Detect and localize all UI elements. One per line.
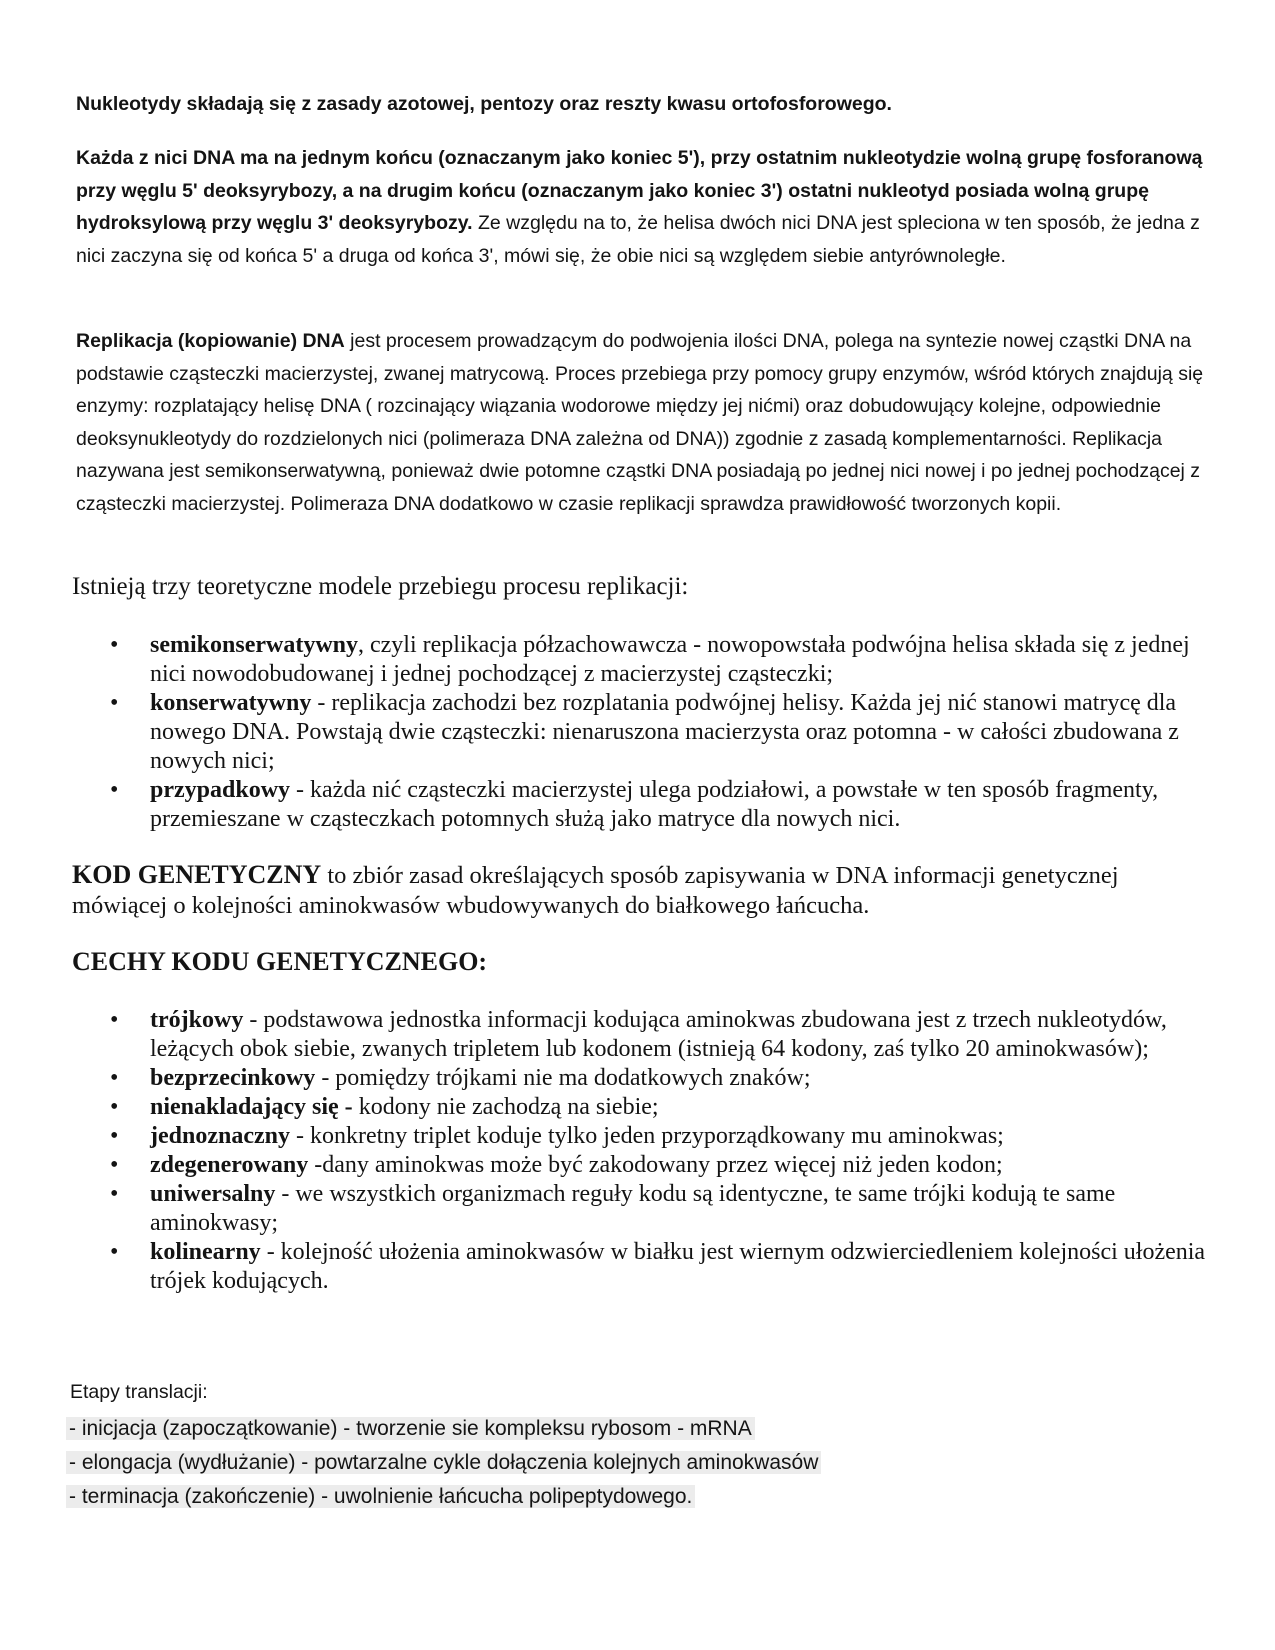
intro-line-text: Nukleotydy składają się z zasady azotowej, pentozy oraz reszty kwasu ortofosforowego. xyxy=(76,93,892,115)
dna-paragraph-text: Ze względu na to, że helisa dwóch nici DNA jest spleciona w ten sposób, że jedna z nici zaczyna się od końca 5' a druga od końca 3', mówi się, że obie nici są względem siebie antyrównoległe. xyxy=(76,212,1200,267)
model-text: - replikacja zachodzi bez rozplatania podwójnej helisy. Każda jej nić stanowi matrycę dla nowego DNA. Powstają dwie cząsteczki: nienaruszona macierzysta oraz potomna - w całości zbudowana z nowych nici; xyxy=(150,690,1179,774)
bullet-icon: • xyxy=(110,1123,119,1149)
bullet-icon: • xyxy=(110,632,119,658)
bullet-icon: • xyxy=(110,1094,119,1120)
feature-text: - we wszystkich organizmach reguły kodu są identyczne, te same trójki kodują te same aminokwasy; xyxy=(150,1181,1116,1236)
list-item xyxy=(72,1006,1212,1064)
feature-term: jednoznaczny xyxy=(150,1123,290,1149)
list-item xyxy=(72,689,1212,776)
feature-text: - podstawowa jednostka informacji kodująca aminokwas zbudowana jest z trzech nukleotydów, leżących obok siebie, zwanych tripletem lub kodonem (istnieją 64 kodony, zaś tylko 20 aminokwasów); xyxy=(150,1007,1167,1062)
list-item xyxy=(72,776,1212,834)
translation-step: - terminacja (zakończenie) - uwolnienie łańcucha polipeptydowego. xyxy=(66,1485,695,1508)
list-item xyxy=(72,631,1212,689)
list-item xyxy=(72,1180,1212,1238)
model-text: , czyli replikacja półzachowawcza - nowopowstała podwójna helisa składa się z jednej nici nowodobudowanej i jednej pochodzącej z macierzystej cząsteczki; xyxy=(150,632,1190,687)
list-item xyxy=(72,1151,1212,1180)
features-list xyxy=(72,1006,1212,1296)
list-item xyxy=(72,1122,1212,1151)
feature-text: - kolejność ułożenia aminokwasów w białku jest wiernym odzwierciedleniem kolejności ułożenia trójek kodujących. xyxy=(150,1239,1206,1294)
translation-title: Etapy translacji: xyxy=(70,1381,208,1403)
models-intro: Istnieją trzy teoretyczne modele przebiegu procesu replikacji: xyxy=(72,573,689,600)
translation-step: - elongacja (wydłużanie) - powtarzalne cykle dołączenia kolejnych aminokwasów xyxy=(66,1451,821,1474)
features-heading: CECHY KODU GENETYCZNEGO: xyxy=(72,947,488,976)
translation-steps xyxy=(66,1412,821,1514)
feature-term: kolinearny xyxy=(150,1239,261,1265)
dna-paragraph xyxy=(76,142,1206,272)
genetic-code-term: KOD GENETYCZNY xyxy=(72,860,322,889)
models-list xyxy=(72,631,1212,834)
feature-term: uniwersalny xyxy=(150,1181,276,1207)
list-item xyxy=(66,1412,821,1446)
replication-paragraph-text: jest procesem prowadzącym do podwojenia ilości DNA, polega na syntezie nowej cząstki DNA na podstawie cząsteczki macierzystej, zwanej matrycową. Proces przebiega przy pomocy grupy enzymów, wśród których znajdują się enzymy: rozplatający helisę DNA ( rozcinający wiązania wodorowe między jej nićmi) oraz dobudowujący kolejne, odpowiednie deoksynukleotydy do rozdzielonych nici (polimeraza DNA zależna od DNA)) zgodnie z zasadą komplementarności. Replikacja nazywana jest semikonserwatywną, ponieważ dwie potomne cząstki DNA posiadają po jednej nici nowej i po jednej pochodzącej z cząsteczki macierzystej. Polimeraza DNA dodatkowo w czasie replikacji sprawdza prawidłowość tworzonych kopii. xyxy=(76,330,1204,515)
dna-paragraph-bold: Każda z nici DNA ma na jednym końcu (oznaczanym jako koniec 5'), przy ostatnim nukleotydzie wolną grupę fosforanową przy węglu 5' deoksyrybozy, a na drugim końcu (oznaczanym jako koniec 3') ostatni nukleotyd posiada wolną grupę hydroksylową przy węglu 3' deoksyrybozy. xyxy=(76,147,1203,234)
feature-term: zdegenerowany xyxy=(150,1152,309,1178)
bullet-icon: • xyxy=(110,777,119,803)
genetic-code-text: to zbiór zasad określających sposób zapisywania w DNA informacji genetycznej mówiącej o kolejności aminokwasów wbudowywanych do białkowego łańcucha. xyxy=(72,862,1119,919)
feature-text: - konkretny triplet koduje tylko jeden przyporządkowany mu aminokwas; xyxy=(290,1123,1004,1149)
feature-term: bezprzecinkowy xyxy=(150,1065,316,1091)
list-item xyxy=(72,1093,1212,1122)
model-text: - każda nić cząsteczki macierzystej ulega podziałowi, a powstałe w ten sposób fragmenty, przemieszane w cząsteczkach potomnych służą jako matryce dla nowych nici. xyxy=(150,777,1159,832)
translation-step: - inicjacja (zapoczątkowanie) - tworzenie sie kompleksu rybosom - mRNA xyxy=(66,1417,755,1440)
replication-paragraph-bold: Replikacja (kopiowanie) DNA xyxy=(76,330,345,352)
feature-term: trójkowy xyxy=(150,1007,244,1033)
feature-term: nienakladający się - xyxy=(150,1094,353,1120)
list-item xyxy=(72,1238,1212,1296)
model-term: semikonserwatywny xyxy=(150,632,358,658)
list-item xyxy=(72,1064,1212,1093)
bullet-icon: • xyxy=(110,1152,119,1178)
genetic-code-definition xyxy=(72,860,1212,921)
feature-text: - pomiędzy trójkami nie ma dodatkowych znaków; xyxy=(315,1065,811,1091)
list-item xyxy=(66,1446,821,1480)
replication-paragraph xyxy=(76,325,1206,520)
bullet-icon: • xyxy=(110,1181,119,1207)
model-term: przypadkowy xyxy=(150,777,291,803)
bullet-icon: • xyxy=(110,1007,119,1033)
bullet-icon: • xyxy=(110,690,119,716)
bullet-icon: • xyxy=(110,1239,119,1265)
intro-line xyxy=(76,88,1206,121)
list-item xyxy=(66,1480,821,1514)
feature-text: kodony nie zachodzą na siebie; xyxy=(352,1094,659,1120)
model-term: konserwatywny xyxy=(150,690,312,716)
bullet-icon: • xyxy=(110,1065,119,1091)
feature-text: -dany aminokwas może być zakodowany przez więcej niż jeden kodon; xyxy=(308,1152,1003,1178)
